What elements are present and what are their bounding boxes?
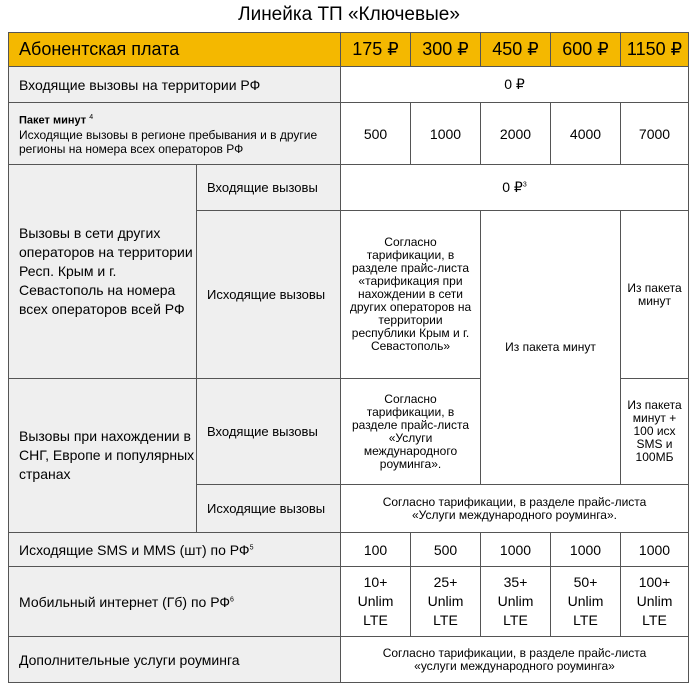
crimea-incoming-row — [9, 165, 689, 211]
minutes-value: 2000 — [481, 103, 551, 165]
internet-value: 50+ Unlim LTE — [551, 567, 621, 637]
incoming-rf-row — [9, 67, 689, 103]
internet-footnote: 6 — [230, 595, 234, 603]
sms-footnote: 5 — [249, 543, 254, 551]
crimea-outgoing-pack: Из пакета минут — [481, 211, 621, 485]
sms-value: 1000 — [551, 533, 621, 567]
internet-value: 25+ Unlim LTE — [411, 567, 481, 637]
internet-value: 35+ Unlim LTE — [481, 567, 551, 637]
crimea-outgoing-tariff: Согласно тарификации, в разделе прайс-листа «тарификация при нахождении в сети других операторов на территории республики Крым и г. Севастополь» — [341, 211, 481, 379]
sms-label-cell — [9, 533, 341, 567]
crimea-outgoing-pack-last: Из пакета минут — [621, 211, 689, 379]
minutes-pack-desc: Исходящие вызовы в регионе пребывания и в другие регионы на номера всех операторов РФ — [19, 127, 318, 156]
price-450: 450 ₽ — [481, 33, 551, 67]
incoming-rf-value: 0 ₽ — [341, 67, 689, 103]
incoming-rf-label: Входящие вызовы на территории РФ — [9, 67, 341, 103]
tariff-table — [8, 32, 689, 683]
minutes-pack-label: Пакет минут — [19, 114, 87, 127]
cis-incoming-tariff: Согласно тарификации, в разделе прайс-листа «Услуги международного роуминга». — [341, 379, 481, 485]
crimea-incoming-value: 0 ₽ — [502, 179, 523, 195]
cis-outgoing-label: Исходящие вызовы — [197, 485, 341, 533]
minutes-pack-row — [9, 103, 689, 165]
internet-value: 100+ Unlim LTE — [621, 567, 689, 637]
cis-incoming-last: Из пакета минут + 100 исх SMS и 100МБ — [621, 379, 689, 485]
price-1150: 1150 ₽ — [621, 33, 689, 67]
internet-label-cell — [9, 567, 341, 637]
internet-row — [9, 567, 689, 637]
subscription-fee-label: Абонентская плата — [9, 33, 341, 67]
sms-label: Исходящие SMS и MMS (шт) по РФ — [19, 541, 250, 558]
price-175: 175 ₽ — [341, 33, 411, 67]
minutes-pack-label-cell — [9, 103, 341, 165]
minutes-value: 7000 — [621, 103, 689, 165]
minutes-value: 1000 — [411, 103, 481, 165]
header-row — [9, 33, 689, 67]
sms-value: 1000 — [621, 533, 689, 567]
roaming-value: Согласно тарификации, в разделе прайс-листа «услуги международного роуминга» — [341, 637, 689, 683]
roaming-row — [9, 637, 689, 683]
crimea-incoming-footnote: 3 — [522, 181, 527, 189]
crimea-incoming-label: Входящие вызовы — [197, 165, 341, 211]
internet-value: 10+ Unlim LTE — [341, 567, 411, 637]
cis-outgoing-value: Согласно тарификации, в разделе прайс-листа «Услуги международного роуминга». — [341, 485, 689, 533]
crimea-incoming-value-cell — [341, 165, 689, 211]
minutes-value: 500 — [341, 103, 411, 165]
sms-row — [9, 533, 689, 567]
minutes-pack-footnote: 4 — [89, 114, 94, 122]
crimea-label: Вызовы в сети других операторов на территории Респ. Крым и г. Севастополь на номера всех операторов всей РФ — [9, 165, 197, 379]
price-600: 600 ₽ — [551, 33, 621, 67]
sms-value: 100 — [341, 533, 411, 567]
cis-incoming-label: Входящие вызовы — [197, 379, 341, 485]
sms-value: 500 — [411, 533, 481, 567]
roaming-label: Дополнительные услуги роуминга — [9, 637, 341, 683]
page-title: Линейка ТП «Ключевые» — [238, 4, 460, 25]
minutes-value: 4000 — [551, 103, 621, 165]
internet-label: Мобильный интернет (Гб) по РФ — [19, 593, 231, 610]
cis-label: Вызовы при нахождении в СНГ, Европе и популярных странах — [9, 379, 197, 533]
price-300: 300 ₽ — [411, 33, 481, 67]
sms-value: 1000 — [481, 533, 551, 567]
crimea-outgoing-label: Исходящие вызовы — [197, 211, 341, 379]
